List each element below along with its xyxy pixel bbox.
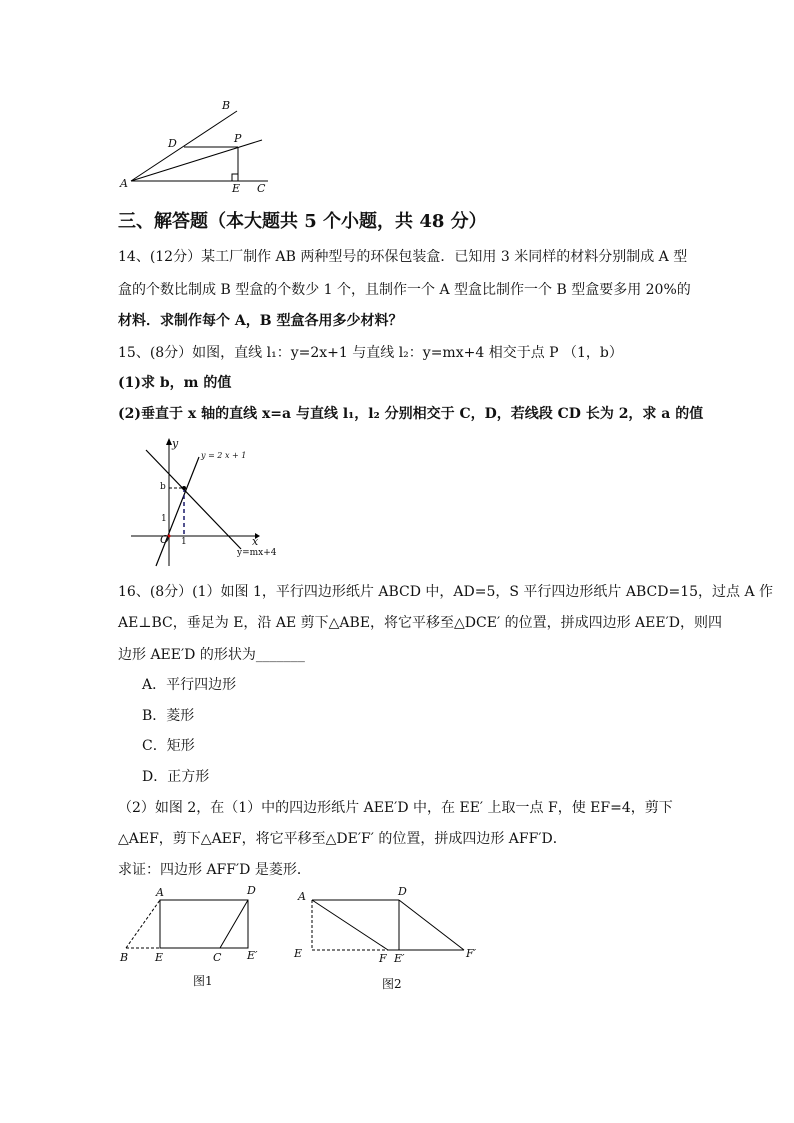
graph-line1-label: y = 2 x + 1: [201, 451, 247, 460]
graph-x-axis-label: x: [252, 535, 259, 548]
fig1-d-label: D: [247, 884, 256, 897]
q16-line2: AE⊥BC，垂足为 E，沿 AE 剪下△ABE，将它平移至△DCE′ 的位置，拼成四边形 AEE′D，则四: [118, 615, 722, 631]
q16-line1: 16、(8分）(1）如图 1，平行四边形纸片 ABCD 中，AD=5，S 平行四边形纸片 ABCD=15，过点 A 作: [118, 584, 774, 600]
fig2-e-label: E: [294, 947, 303, 960]
q16-option-b: B．菱形: [142, 708, 195, 724]
fig2-f-prime-label: F′: [466, 947, 477, 960]
graph-line2-label: y=mx+4: [237, 548, 277, 558]
graph-one-y-label: 1: [161, 514, 167, 524]
q16-part2-line2: △AEF，剪下△AEF，将它平移至△DE′F′ 的位置，拼成四边形 AFF′D．: [118, 831, 567, 847]
fig1-a-label: A: [156, 886, 164, 899]
q16-part2-line3: 求证：四边形 AFF′D 是菱形．: [118, 862, 311, 878]
q15-line3: (2)垂直于 x 轴的直线 x=a 与直线 l₁，l₂ 分别相交于 C，D，若线段 CD 长为 2，求 a 的值: [118, 406, 704, 422]
graph-origin-label: O: [160, 533, 170, 546]
fig2-e-prime-label: E′: [394, 952, 405, 965]
graph-b-label: b: [160, 482, 166, 492]
fig2-d-label: D: [398, 885, 407, 898]
q16-part2-line1: （2）如图 2，在（1）中的四边形纸片 AEE′D 中，在 EE′ 上取一点 F，使 EF=4，剪下: [118, 800, 673, 816]
graph-y-axis-label: y: [172, 437, 179, 450]
fig1-b-label: B: [120, 951, 129, 964]
point-d-label: D: [168, 137, 177, 150]
q15-line2: (1)求 b，m 的值: [118, 375, 232, 391]
fig2-caption: 图2: [382, 977, 402, 991]
fig2-a-label: A: [298, 890, 306, 903]
fig1-e-prime-label: E′: [247, 949, 258, 962]
q16-option-a: A．平行四边形: [142, 677, 237, 693]
fig1-e-label: E: [155, 951, 164, 964]
q16-option-d: D．正方形: [142, 769, 210, 785]
section-title: 三、解答题（本大题共 5 个小题，共 48 分）: [118, 211, 487, 232]
point-b-label: B: [222, 99, 231, 112]
q14-line2: 盒的个数比制成 B 型盒的个数少 1 个，且制作一个 A 型盒比制作一个 B 型盒要多用 20%的: [118, 282, 691, 298]
fig2-f-label: F: [379, 952, 387, 965]
point-a-label: A: [120, 177, 128, 190]
fig1-c-label: C: [213, 951, 222, 964]
point-e-label: E: [232, 182, 241, 195]
q15-line1: 15、(8分）如图，直线 l₁：y=2x+1 与直线 l₂：y=mx+4 相交于点 P （1，b）: [118, 345, 623, 361]
point-c-label: C: [257, 182, 266, 195]
q14-line1: 14、(12分）某工厂制作 AB 两种型号的环保包装盒．已知用 3 米同样的材料分别制成 A 型: [118, 249, 688, 265]
point-p-label: P: [234, 132, 242, 145]
fig1-caption: 图1: [193, 974, 213, 988]
q16-option-c: C．矩形: [142, 738, 195, 754]
q14-line3: 材料．求制作每个 A，B 型盒各用多少材料？: [118, 313, 403, 329]
q16-line3: 边形 AEE′D 的形状为_______: [118, 647, 305, 663]
graph-one-x-label: 1: [181, 537, 187, 547]
